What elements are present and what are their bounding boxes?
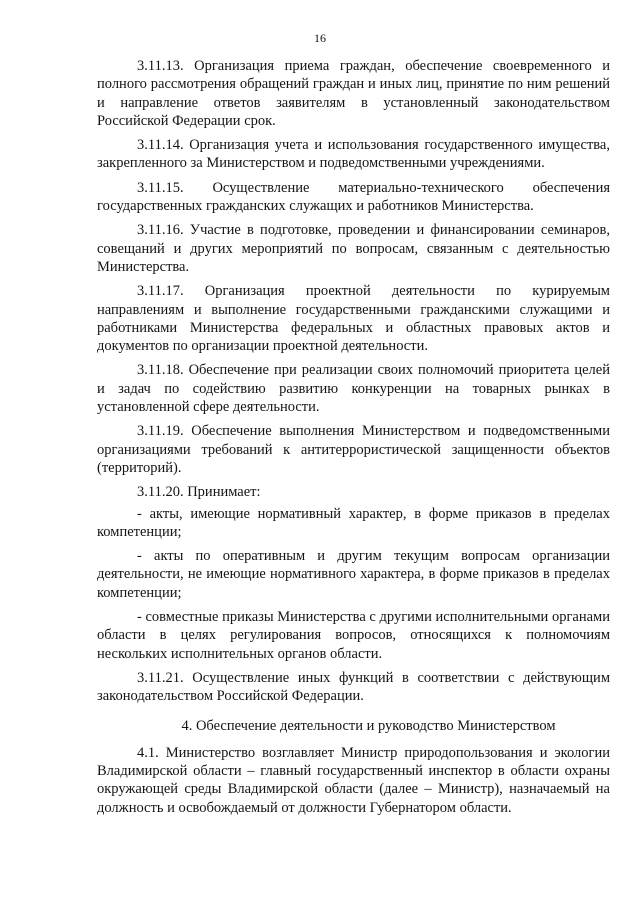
clause-3-11-21: 3.11.21. Осуществление иных функций в соответствии с действующим законодательством Российской Федерации. (97, 669, 610, 705)
clause-3-11-19: 3.11.19. Обеспечение выполнения Министерством и подведомственными организациями требований к антитеррористической защищенности объектов (территорий). (97, 423, 610, 476)
clause-3-11-17: 3.11.17. Организация проектной деятельности по курируемым направлениям и выполнение государственными гражданскими служащими и работниками Министерства федеральных и областных правовых актов и документов по организации проектной деятельности. (97, 283, 610, 355)
page-number: 16 (314, 31, 326, 45)
document-body (97, 57, 610, 823)
clause-3-11-15: 3.11.15. Осуществление материально-технического обеспечения государственных гражданских служащих и работников Министерства. (97, 179, 610, 215)
clause-4-1: 4.1. Министерство возглавляет Министр природопользования и экологии Владимирской области – главный государственный инспектор в области охраны окружающей среды Владимирской области (далее – Министр), назначаемый на должность и освобождаемый от должности Губернатором области. (97, 744, 610, 816)
clause-3-11-13: 3.11.13. Организация приема граждан, обеспечение своевременного и полного рассмотрения обращений граждан и иных лиц, принятие по ним решений и направление ответов заявителям в установленный законодательством Российской Федерации срок. (97, 58, 610, 129)
list-item-normative-acts: - акты, имеющие нормативный характер, в форме приказов в пределах компетенции; (97, 505, 610, 540)
clause-3-11-20: 3.11.20. Принимает: (137, 484, 261, 501)
list-item-joint-orders: - совместные приказы Министерства с другими исполнительными органами области в целях регулирования вопросов, относящихся к полномочиям нескольких исполнительных органов области. (97, 609, 610, 662)
list-item-operational-acts: - акты по оперативным и другим текущим вопросам организации деятельности, не имеющие нормативного характера, в форме приказов в пределах компетенции; (97, 548, 610, 601)
clause-3-11-16: 3.11.16. Участие в подготовке, проведении и финансировании семинаров, совещаний и других мероприятий по вопросам, связанным с деятельностью Министерства. (97, 222, 610, 275)
section-heading: 4. Обеспечение деятельности и руководство Министерством (181, 717, 556, 734)
clause-3-11-14: 3.11.14. Организация учета и использования государственного имущества, закрепленного за Министерством и подведомственными учреждениями. (97, 137, 610, 172)
clause-3-11-18: 3.11.18. Обеспечение при реализации своих полномочий приоритета целей и задач по содействию развитию конкуренции на товарных рынках в установленной сфере деятельности. (97, 362, 610, 416)
